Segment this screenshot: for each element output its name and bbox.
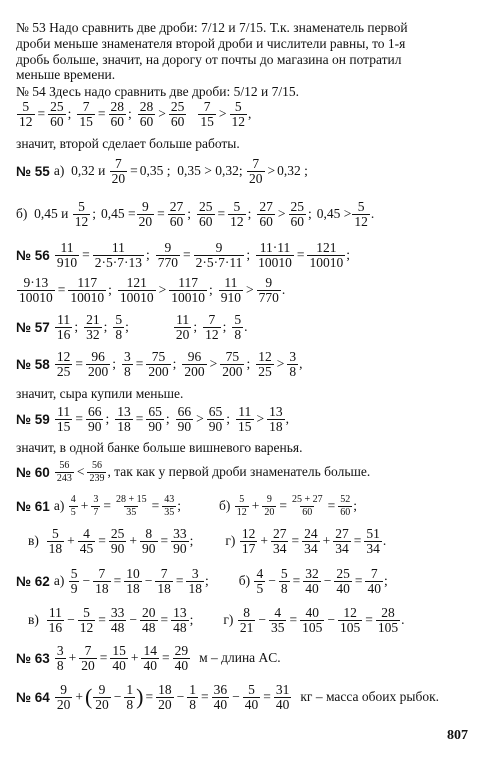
p57: № 57 11 16 ; 21 32 ; 5 8 ; 11 20 ; 7 12 ; 5 8 . bbox=[16, 311, 248, 342]
p63-text: м – длина AC. bbox=[199, 650, 281, 665]
p54-conclusion: значит, второй сделает больше работы. bbox=[16, 136, 240, 151]
p61a: № 61 а) 4 5 + $\frac{3}{7}$ = $\frac{28 + 15}{35}$ = $\frac{43}{35}$ ; б) 5 12 + $\frac{9}{20}$ = $\frac{25 + 27}{60}$ = $\frac{52}{60}$ ; bbox=[16, 493, 358, 518]
p60: № 60 56 243 < 56 239 , так как у первой дроби знаменатель больше. bbox=[16, 459, 371, 484]
p61v: в) 5 18 + $\frac{4}{45}$ = $\frac{25}{90}$ + $\frac{8}{90}$ = $\frac{33}{90}$ ; г) 12 17 + $\frac{27}{34}$ = $\frac{24}{34}$ + $\frac{27}{34}$ = $\frac{51}{34}$ . bbox=[28, 525, 387, 556]
p54-line-1: № 54 Здесь надо сравнить две дроби: 5/12 и 7/15. bbox=[16, 84, 299, 99]
p58-conclusion: значит, сыра купили меньше. bbox=[16, 386, 184, 401]
p56-line-2: $\frac{9\cdot 13}{10010}$ = $\frac{117}{10010}$ ; 121 10010 > 117 10010 ; 11 910 > 9 770 . bbox=[19, 274, 286, 305]
p53-line-4: меньше времени. bbox=[16, 67, 116, 82]
p53-line-3: дробь больше, значит, на дорогу от почты до магазина он потратил bbox=[16, 52, 402, 67]
p59: № 59 $\frac{11}{15}$ = $\frac{66}{90}$ ; $\frac{13}{18}$ = $\frac{65}{90}$ ; 66 90 > 65 90 ; 11 15 > 13 18 , bbox=[16, 403, 289, 434]
p60-text: , так как у первой дроби знаменатель больше. bbox=[107, 464, 371, 479]
p55a: № 55 а) 0,32 и $\frac{7}{20}$ = 0,35 ; 0,35 > 0,32; 7 20 > 0,32 ; bbox=[16, 155, 308, 186]
p55b: б) 0,45 и 5 12 ; 0,45 = $\frac{9}{20}$ = $\frac{27}{60}$ ; $\frac{25}{60}$ = $\frac{5}{12}$ ; 27 60 > 25 60 ; 0,45 > 5 12 . bbox=[16, 198, 375, 229]
p64: № 64 9 20 + ( 9 20 − $\frac{1}{8}$ ) = $\frac{18}{20}$ − $\frac{1}{8}$ = $\frac{36}{40}$ − $\frac{5}{40}$ = $\frac{31}{40}$ кг – масса обоих рыбок. bbox=[16, 681, 440, 712]
p58: № 58 $\frac{12}{25}$ = $\frac{96}{200}$ ; $\frac{3}{8}$ = $\frac{75}{200}$ ; 96 200 > 75 200 ; 12 25 > 3 8 , bbox=[16, 348, 303, 379]
page-number: 807 bbox=[447, 728, 468, 743]
p53-line-2: дроби меньше знаменателя второй дроби и числители равны, то 1-я bbox=[16, 36, 406, 51]
p59-conclusion: значит, в одной банке больше вишневого варенья. bbox=[16, 440, 303, 455]
p62v: в) 11 16 − $\frac{5}{12}$ = $\frac{33}{48}$ − $\frac{20}{48}$ = $\frac{13}{48}$ ; г) 8 21 − $\frac{4}{35}$ = $\frac{40}{105}$ − $\frac{12}{105}$ = $\frac{28}{105}$ . bbox=[28, 604, 405, 635]
p62a: № 62 а) 5 9 − $\frac{7}{18}$ = $\frac{10}{18}$ − $\frac{7}{18}$ = $\frac{3}{18}$ ; б) 4 5 − $\frac{5}{8}$ = $\frac{32}{40}$ − $\frac{25}{40}$ = $\frac{7}{40}$ ; bbox=[16, 565, 388, 596]
p54-math: $\frac{5}{12}$ = $\frac{25}{60}$ ; $\frac{7}{15}$ = $\frac{28}{60}$ ; 28 60 > 25 60 7 15 > 5 12 , bbox=[19, 98, 252, 129]
p56-line-1: № 56 $\frac{11}{910}$ = $\frac{11}{2\cdot 5\cdot 7\cdot 13}$ ; $\frac{9}{770}$ = $\frac{9}{2\cdot 5\cdot 7\cdot 11}$ ; $\frac{11\cdot 11}{10010}$ = $\frac{121}{10010}$ ; bbox=[16, 239, 350, 270]
p53-line-1: № 53 Надо сравнить две дроби: 7/12 и 7/15. Т.к. знаменатель первой bbox=[16, 20, 408, 35]
p64-text: кг – масса обоих рыбок. bbox=[300, 689, 440, 704]
p63: № 63 3 8 + $\frac{7}{20}$ = $\frac{15}{40}$ + $\frac{14}{40}$ = $\frac{29}{40}$ м – длина AC. bbox=[16, 642, 281, 673]
